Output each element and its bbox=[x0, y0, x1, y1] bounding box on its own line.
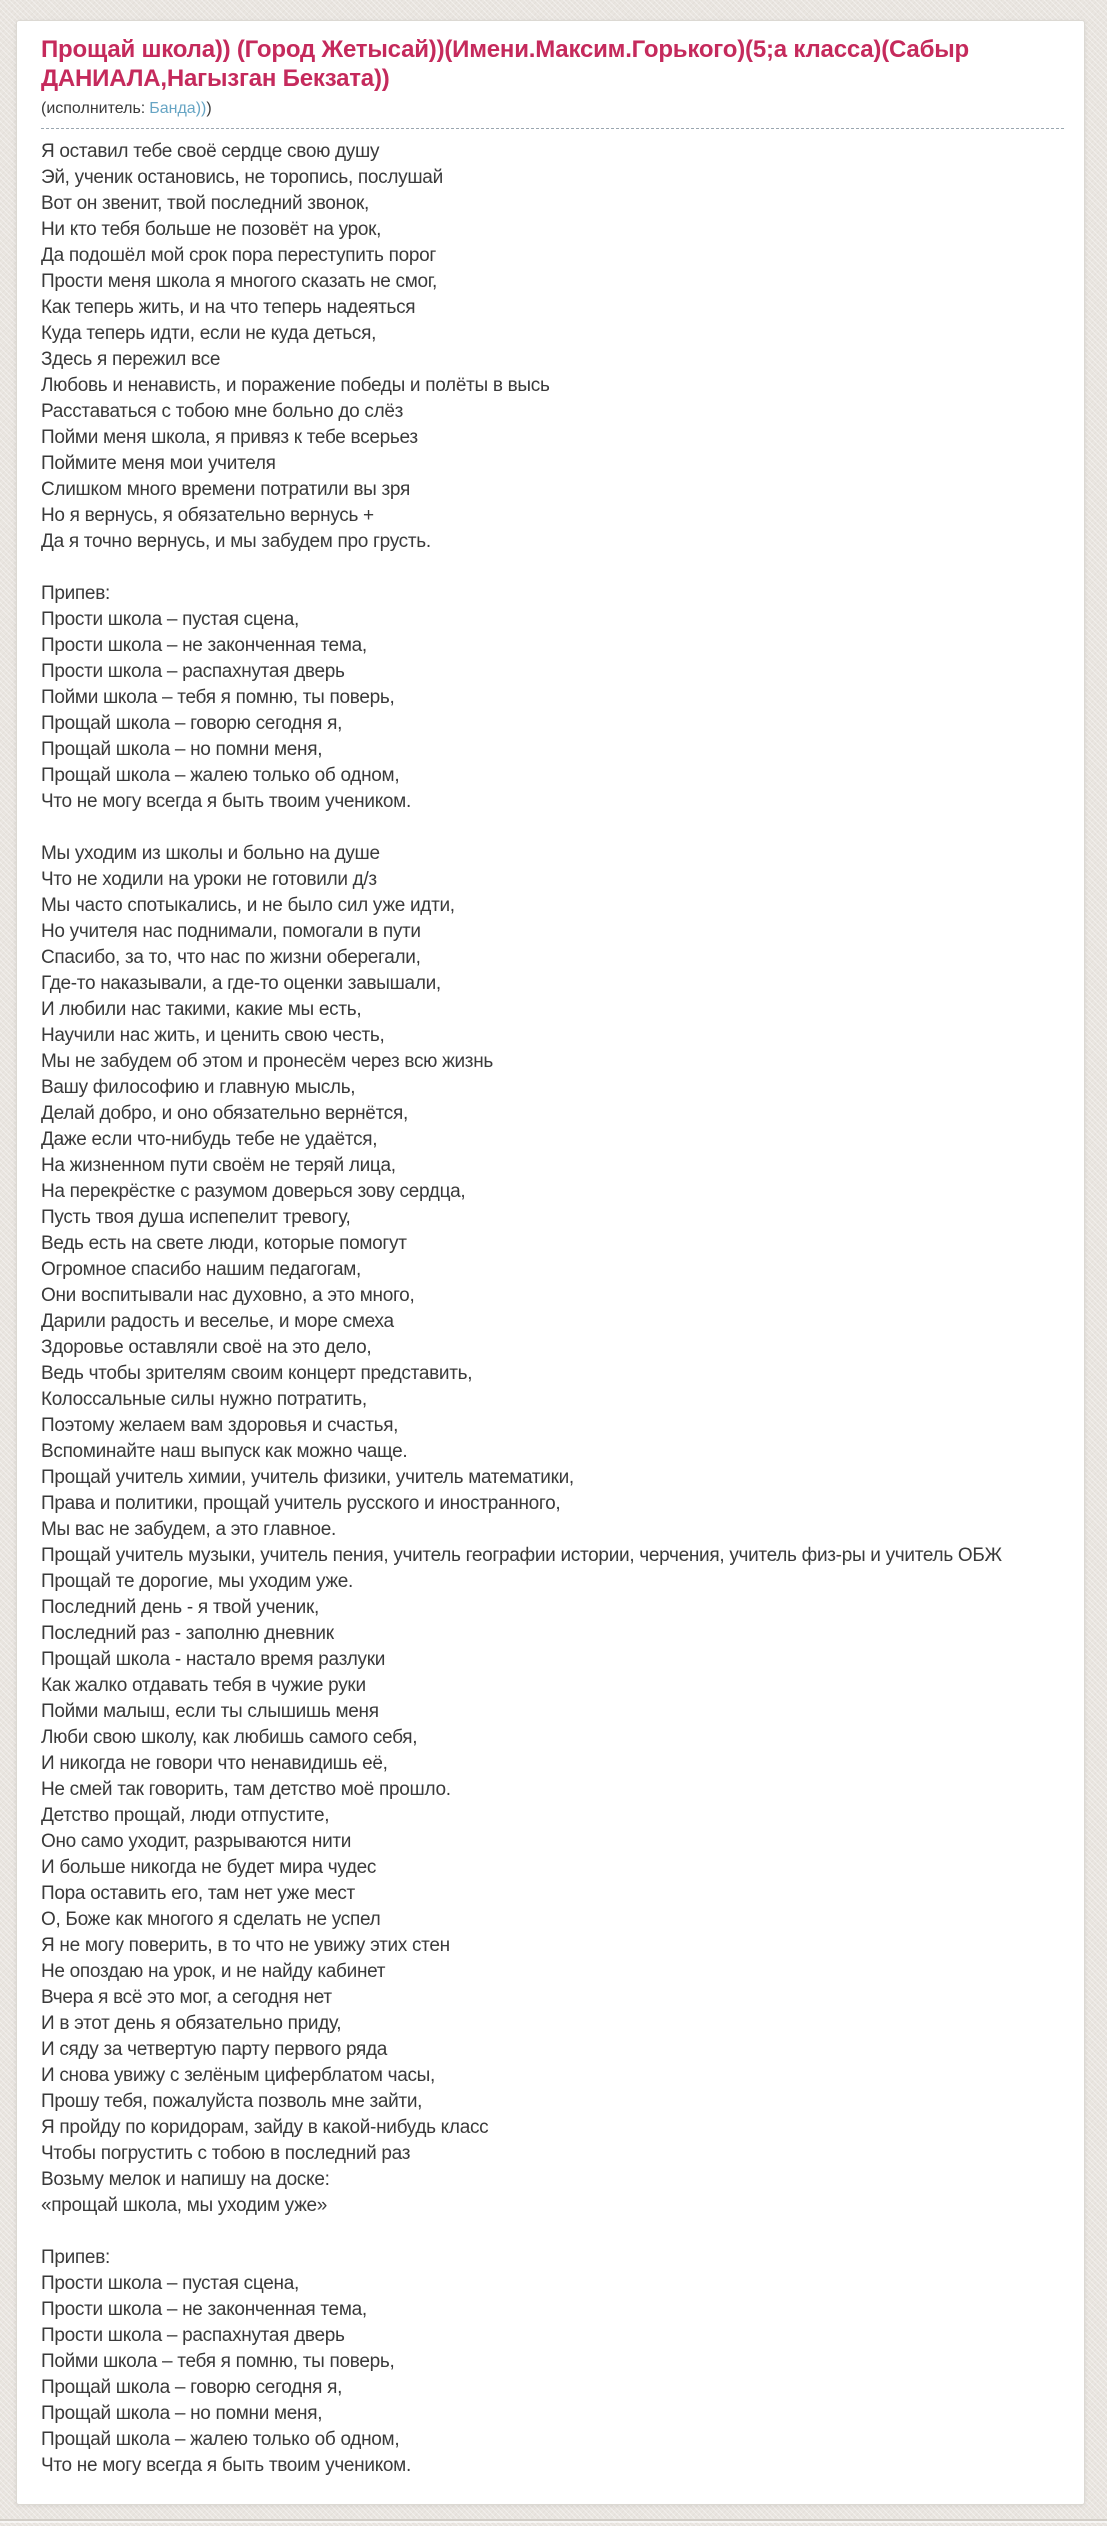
lyric-line: Я пройду по коридорам, зайду в какой-нибудь класс bbox=[41, 2117, 489, 2138]
lyric-line: Пойми школа – тебя я помню, ты поверь, bbox=[41, 687, 395, 708]
lyric-line: Колоссальные силы нужно потратить, bbox=[41, 1389, 367, 1410]
lyric-line: Как теперь жить, и на что теперь надеяться bbox=[41, 297, 416, 318]
lyric-line: Мы уходим из школы и больно на душе bbox=[41, 843, 380, 864]
lyric-line bbox=[41, 815, 1076, 841]
performer-link[interactable]: Банда)) bbox=[149, 100, 207, 117]
lyric-line: Припев: bbox=[41, 2247, 110, 2268]
lyric-line: И снова увижу с зелёным циферблатом часы, bbox=[41, 2065, 436, 2086]
lyric-line: Спасибо, за то, что нас по жизни оберегали, bbox=[41, 947, 421, 968]
lyric-line: Прощай те дорогие, мы уходим уже. bbox=[41, 1571, 354, 1592]
lyric-line: Да я точно вернусь, и мы забудем про грусть. bbox=[41, 531, 431, 552]
lyric-line: Прости школа – распахнутая дверь bbox=[41, 661, 345, 682]
lyric-line: Оно само уходит, разрываются нити bbox=[41, 1831, 352, 1852]
lyric-line: На перекрёстке с разумом доверься зову сердца, bbox=[41, 1181, 466, 1202]
lyric-line: Люби свою школу, как любишь самого себя, bbox=[41, 1727, 418, 1748]
performer-line bbox=[41, 99, 1064, 129]
lyric-line: Ведь есть на свете люди, которые помогут bbox=[41, 1233, 407, 1254]
song-title: Прощай школа)) (Город Жетысай))(Имени.Максим.Горького)(5;а класса)(Сабыр ДАНИАЛА,Нагызган Бекзата)) bbox=[41, 36, 969, 92]
lyric-line: Мы часто спотыкались, и не было сил уже идти, bbox=[41, 895, 455, 916]
lyric-line: Прощай школа - настало время разлуки bbox=[41, 1649, 386, 1670]
lyric-line: Поймите меня мои учителя bbox=[41, 453, 276, 474]
lyric-line: Прости школа – не законченная тема, bbox=[41, 635, 367, 656]
lyric-line: Да подошёл мой срок пора переступить порог bbox=[41, 245, 437, 266]
lyric-line: Прощай школа – говорю сегодня я, bbox=[41, 2377, 343, 2398]
lyric-line: Как жалко отдавать тебя в чужие руки bbox=[41, 1675, 366, 1696]
lyric-line: Слишком много времени потратили вы зря bbox=[41, 479, 410, 500]
lyric-line: Мы вас не забудем, а это главное. bbox=[41, 1519, 336, 1540]
lyric-line: Научили нас жить, и ценить свою честь, bbox=[41, 1025, 385, 1046]
lyric-line: И в этот день я обязательно приду, bbox=[41, 2013, 342, 2034]
lyric-line: Припев: bbox=[41, 583, 110, 604]
lyric-line bbox=[41, 555, 1076, 581]
lyric-line: Расставаться с тобою мне больно до слёз bbox=[41, 401, 404, 422]
lyric-line: Последний день - я твой ученик, bbox=[41, 1597, 319, 1618]
lyric-line: Прости школа – распахнутая дверь bbox=[41, 2325, 345, 2346]
lyric-line: Прощай школа – говорю сегодня я, bbox=[41, 713, 343, 734]
lyric-line: Не опоздаю на урок, и не найду кабинет bbox=[41, 1961, 386, 1982]
lyric-line: Что не могу всегда я быть твоим учеником. bbox=[41, 791, 411, 812]
page-bottom-seam bbox=[0, 2519, 1107, 2521]
lyric-line: Вчера я всё это мог, а сегодня нет bbox=[41, 1987, 332, 2008]
lyric-line: Пусть твоя душа испепелит тревогу, bbox=[41, 1207, 351, 1228]
lyric-line bbox=[41, 2219, 1076, 2245]
lyric-line: Эй, ученик остановись, не торопись, послушай bbox=[41, 167, 443, 188]
lyric-line: Я оставил тебе своё сердце свою душу bbox=[41, 141, 380, 162]
lyric-line: «прощай школа, мы уходим уже» bbox=[41, 2195, 328, 2216]
lyric-line: Но учителя нас поднимали, помогали в пути bbox=[41, 921, 421, 942]
lyric-line: И сяду за четвертую парту первого ряда bbox=[41, 2039, 388, 2060]
lyric-line: Вот он звенит, твой последний звонок, bbox=[41, 193, 369, 214]
lyric-line: Поэтому желаем вам здоровья и счастья, bbox=[41, 1415, 399, 1436]
lyric-line: Они воспитывали нас духовно, а это много, bbox=[41, 1285, 415, 1306]
lyrics-card bbox=[16, 20, 1085, 2505]
lyric-line: Пойми школа – тебя я помню, ты поверь, bbox=[41, 2351, 395, 2372]
lyric-line: Прощай школа – жалею только об одном, bbox=[41, 765, 400, 786]
lyric-line: Пора оставить его, там нет уже мест bbox=[41, 1883, 355, 1904]
lyric-line: Но я вернусь, я обязательно вернусь + bbox=[41, 505, 374, 526]
lyric-line: Пойми меня школа, я привяз к тебе всерьез bbox=[41, 427, 418, 448]
lyric-line: И любили нас такими, какие мы есть, bbox=[41, 999, 362, 1020]
lyric-line: Прощай школа – но помни меня, bbox=[41, 739, 323, 760]
lyric-line: Прости школа – пустая сцена, bbox=[41, 609, 299, 630]
lyric-line: Прощай школа – жалею только об одном, bbox=[41, 2429, 400, 2450]
lyric-line: Здесь я пережил все bbox=[41, 349, 221, 370]
lyric-line: Вашу философию и главную мысль, bbox=[41, 1077, 356, 1098]
lyric-line: Не смей так говорить, там детство моё прошло. bbox=[41, 1779, 451, 1800]
lyric-line: Я не могу поверить, в то что не увижу этих стен bbox=[41, 1935, 450, 1956]
lyric-line: Права и политики, прощай учитель русского и иностранного, bbox=[41, 1493, 561, 1514]
lyric-line: Прошу тебя, пожалуйста позволь мне зайти, bbox=[41, 2091, 423, 2112]
lyric-line: О, Боже как многого я сделать не успел bbox=[41, 1909, 381, 1930]
lyrics-text bbox=[41, 139, 1076, 2479]
lyric-line: Даже если что-нибудь тебе не удаётся, bbox=[41, 1129, 378, 1150]
lyric-line: Огромное спасибо нашим педагогам, bbox=[41, 1259, 361, 1280]
lyric-line: Что не могу всегда я быть твоим учеником. bbox=[41, 2455, 411, 2476]
lyric-line: Мы не забудем об этом и пронесём через всю жизнь bbox=[41, 1051, 494, 1072]
performer-close-paren: ) bbox=[206, 100, 212, 117]
lyric-line: Здоровье оставляли своё на это дело, bbox=[41, 1337, 372, 1358]
lyric-line: Детство прощай, люди отпустите, bbox=[41, 1805, 330, 1826]
lyric-line: Что не ходили на уроки не готовили д/з bbox=[41, 869, 377, 890]
lyric-line: Делай добро, и оно обязательно вернётся, bbox=[41, 1103, 408, 1124]
lyric-line: Дарили радость и веселье, и море смеха bbox=[41, 1311, 394, 1332]
lyric-line: Любовь и ненависть, и поражение победы и полёты в высь bbox=[41, 375, 550, 396]
lyric-line: Ни кто тебя больше не позовёт на урок, bbox=[41, 219, 382, 240]
lyric-line: Куда теперь идти, если не куда деться, bbox=[41, 323, 377, 344]
lyric-line: На жизненном пути своём не теряй лица, bbox=[41, 1155, 396, 1176]
lyric-line: Возьму мелок и напишу на доске: bbox=[41, 2169, 330, 2190]
lyric-line: Где-то наказывали, а где-то оценки завышали, bbox=[41, 973, 441, 994]
lyric-line: Чтобы погрустить с тобою в последний раз bbox=[41, 2143, 411, 2164]
lyric-line: Прощай учитель музыки, учитель пения, учитель географии истории, черчения, учитель физ-ры и учитель ОБЖ bbox=[41, 1545, 1002, 1566]
lyric-line: Пойми малыш, если ты слышишь меня bbox=[41, 1701, 379, 1722]
performer-label: (исполнитель: bbox=[41, 100, 146, 117]
lyric-line: Прости школа – не законченная тема, bbox=[41, 2299, 367, 2320]
lyric-line: И никогда не говори что ненавидишь её, bbox=[41, 1753, 388, 1774]
lyric-line: Ведь чтобы зрителям своим концерт представить, bbox=[41, 1363, 473, 1384]
lyric-line: Последний раз - заполню дневник bbox=[41, 1623, 334, 1644]
lyric-line: Вспоминайте наш выпуск как можно чаще. bbox=[41, 1441, 408, 1462]
lyric-line: Прощай школа – но помни меня, bbox=[41, 2403, 323, 2424]
lyric-line: Прости меня школа я многого сказать не смог, bbox=[41, 271, 438, 292]
lyric-line: Прости школа – пустая сцена, bbox=[41, 2273, 299, 2294]
lyric-line: И больше никогда не будет мира чудес bbox=[41, 1857, 377, 1878]
lyric-line: Прощай учитель химии, учитель физики, учитель математики, bbox=[41, 1467, 574, 1488]
